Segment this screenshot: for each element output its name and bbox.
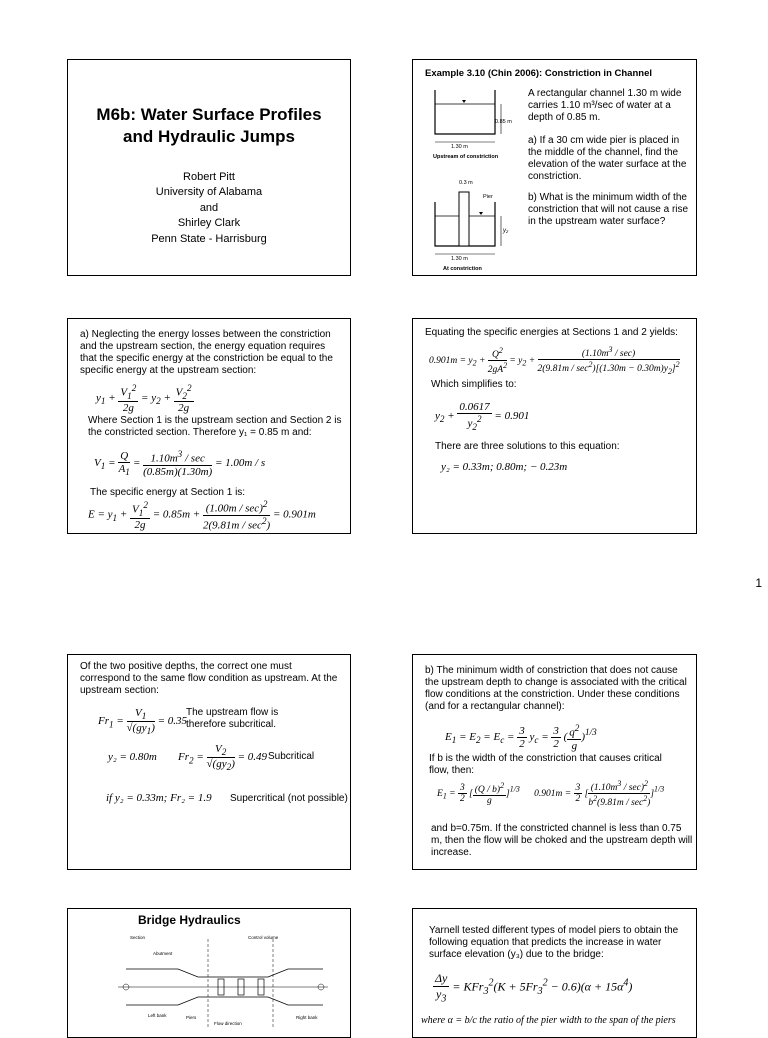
critical-energy-equation: $E_1 = E_2 = E_c$ = $\frac{3}{2}$ $y_c$ = $\frac{3}{2}$ ( $\frac{q^2}{g}$ )$^{1/3}$: [445, 723, 597, 752]
yarnell-where: where α = b/c the ratio of the pier width to the span of the piers: [421, 1015, 676, 1026]
fig-width-label-2: 1.30 m: [451, 256, 468, 262]
fig-depth-label: 0.85 m: [495, 119, 512, 125]
fig-width-label-1: 1.30 m: [451, 144, 468, 150]
bridge-label-abutment: Abutment: [153, 951, 173, 956]
choked-flow-text: and b=0.75m. If the constricted channel is less than 0.75 m, then the flow will be choked and the upstream depth will increase.: [431, 823, 693, 858]
specific-energy-equation: $E = y_1$ + $\frac{V_1^2}{2g}$ = 0.85m + $\frac{(1.00m / \sec)^2}{2(9.81m / \sec^2)}$ = 0.901m: [88, 499, 316, 532]
critical-width-text: If b is the width of the constriction that causes critical flow, then:: [429, 753, 662, 776]
example-question-b: b) What is the minimum width of the constriction that will not cause a rise in the upstream water surface?: [528, 192, 689, 227]
slide-equating-energies: [412, 318, 697, 534]
solutions-equation: y₂ = 0.33m; 0.80m; − 0.23m: [441, 461, 568, 473]
section-definition-text: Where Section 1 is the upstream section and Section 2 is the constricted section. Therefore y₁ = 0.85 m and:: [88, 415, 342, 438]
velocity-equation: $V_1$ = $\frac{Q}{A_1}$ = $\frac{1.10m^3 / \sec}{(0.85m)(1.30m)}$ = 1.00m / s: [94, 449, 266, 478]
page-number: 1: [755, 576, 762, 590]
bridge-label-left-bank: Left bank: [148, 1013, 167, 1018]
slide-bridge-hydraulics: [67, 908, 351, 1038]
slide-energy-equation: [67, 318, 351, 534]
fig-caption-constriction: At constriction: [443, 266, 482, 272]
slide-yarnell: [412, 908, 697, 1038]
froude-2-note: Subcritical: [268, 751, 315, 762]
froude-1-equation: $Fr_1$ = $\frac{V_1}{√(gy_1)}$ = 0.35: [98, 707, 188, 737]
slide-froude-check: [67, 654, 351, 870]
y2-value: y₂ = 0.80m: [108, 751, 157, 763]
minimum-width-intro: b) The minimum width of constriction that does not cause the upstream depth to change is associated with the critical flow conditions at the constriction. Under these conditions (and for a rectangular channel):: [425, 665, 687, 712]
bridge-label-flow-direction: Flow direction: [214, 1021, 242, 1026]
fig-pier-label: Pier: [483, 194, 493, 200]
yarnell-text: Yarnell tested different types of model piers to obtain the following equation that predicts the increase in water surface elevation (y₃) due to the bridge:: [429, 925, 679, 960]
yarnell-equation: $\frac{\Delta y}{y_3}$ = $KFr_3^2(K + 5Fr_3^2 - 0.6)(\alpha + 15\alpha^4)$: [435, 971, 633, 1005]
bridge-label-section: Section: [130, 935, 146, 940]
froude-2-equation: $Fr_2$ = $\frac{V_2}{√(gy_2)}$ = 0.49: [178, 743, 268, 773]
fig-y2-label: y₂: [503, 228, 509, 234]
example-heading: Example 3.10 (Chin 2006): Constriction in Channel: [425, 68, 652, 79]
author-2: Shirley Clark: [177, 217, 241, 229]
if-condition: if y₂ = 0.33m; Fr₂ = 1.9: [106, 792, 212, 804]
slide-minimum-width: [412, 654, 697, 870]
simplifies-text: Which simplifies to:: [431, 379, 517, 390]
author-1: Robert Pitt: [183, 171, 235, 183]
equating-equation: $0.901m = y_2$ + $\frac{Q^2}{2gA^2}$ = $y_2$ + $\frac{(1.10m^3 / \sec)}{2(9.81m / \sec^2)[(1.30m - 0.30m)y_2]^2}$: [429, 345, 680, 377]
bridge-title: Bridge Hydraulics: [138, 913, 241, 927]
specific-energy-label: The specific energy at Section 1 is:: [90, 487, 246, 498]
energy-equation: $y_1$ + $\frac{V_1^2}{2g}$ = $y_2$ + $\frac{V_2^2}{2g}$: [96, 383, 192, 414]
simplified-result: = 0.901: [494, 409, 530, 422]
bridge-label-right-bank: Right bank: [296, 1015, 318, 1020]
equating-text: Equating the specific energies at Sections 1 and 2 yields:: [425, 327, 678, 338]
froude-1-note: The upstream flow is therefore subcritical.: [186, 707, 279, 730]
slide-title-line1: M6b: Water Surface Profiles: [96, 105, 322, 124]
slide-title: [67, 59, 351, 276]
affiliation-1: University of Alabama: [155, 186, 263, 198]
bridge-plan-figure: [108, 929, 338, 1029]
affiliation-2: Penn State - Harrisburg: [151, 233, 267, 245]
energy-intro-text: a) Neglecting the energy losses between the constriction and the upstream section, the energy equation requires that the specific energy at the constriction be equal to the specific energy at the upstream section:: [80, 329, 333, 376]
three-solutions-text: There are three solutions to this equation:: [435, 441, 620, 452]
froude-1-value: = 0.35: [157, 715, 188, 728]
slide-example: [412, 59, 697, 276]
velocity-result: = 1.00m / s: [214, 456, 266, 469]
specific-energy-result: = 0.901m: [272, 508, 316, 521]
fig-pier-width: 0.3 m: [459, 180, 473, 186]
slide-title-line2: and Hydraulic Jumps: [123, 127, 295, 146]
example-question-a: a) If a 30 cm wide pier is placed in the middle of the channel, find the elevation of the water surface at the constriction.: [528, 135, 687, 182]
example-statement: A rectangular channel 1.30 m wide carries 1.10 m³/sec of water at a depth of 0.85 m.: [528, 88, 682, 123]
froude-intro-text: Of the two positive depths, the correct one must correspond to the same flow condition as upstream. At the upstream section:: [80, 661, 338, 696]
critical-width-equations: $E_1$ = $\frac{3}{2}$ [ $\frac{(Q / b)^2}{g}$ ]$^{1/3}$ 0.901m = $\frac{3}{2}$ [ $\frac{(1.10m^3 / \sec)^2}{b^2(9.81m / \sec^2)}$ ]$^{1/3}$: [437, 779, 665, 809]
simplified-equation: $y_2$ + $\frac{0.0617}{y_2^2}$ = 0.901: [435, 401, 530, 432]
fig-caption-upstream: Upstream of constriction: [433, 154, 499, 160]
channel-figure: [431, 84, 531, 274]
bridge-label-piers: Piers: [186, 1015, 197, 1020]
supercritical-note: Supercritical (not possible): [230, 793, 348, 804]
and-text: and: [199, 202, 219, 214]
froude-2-value: = 0.49: [237, 751, 268, 764]
bridge-label-control-volume: Control volume: [248, 935, 279, 940]
